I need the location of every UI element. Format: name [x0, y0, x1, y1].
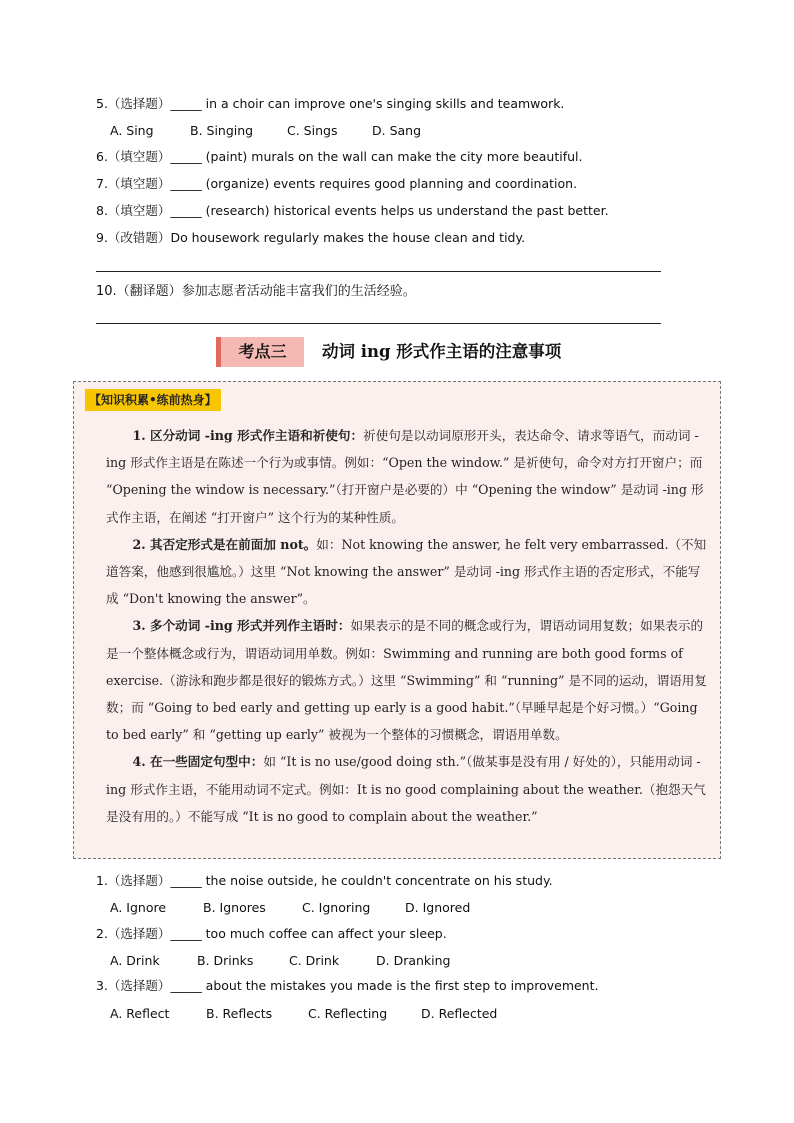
- question-prefix: 8.（填空题）: [96, 203, 171, 218]
- question-1: [96, 873, 553, 889]
- question-prefix: 5.（选择题）: [96, 96, 171, 111]
- question-prefix: 7.（填空题）: [96, 176, 171, 191]
- point-heading: 1. 区分动词 -ing 形式作主语和祈使句：: [132, 428, 364, 443]
- point-heading: 4. 在一些固定句型中：: [132, 754, 264, 770]
- question-text: _____ (research) historical events helps us understand the past better.: [170, 203, 609, 218]
- question-prefix: 2.（选择题）: [96, 926, 171, 941]
- question-text: _____ about the mistakes you made is the first step to improvement.: [170, 978, 599, 993]
- question-9: [96, 230, 525, 246]
- option-a: A. Ignore: [110, 900, 167, 915]
- knowledge-text: [106, 422, 712, 830]
- point-body: 如果表示的是不同的概念或行为，谓语动词用复数；如果表示的是一个整体概念或行为，谓语动词用单数。例如：Swimming and running are both good forms of exercise.（游泳和跑步都是很好的锻炼方式。）这里 “Swimming” 和 “running” 是不同的运动，谓语用复数；而 “Going to bed early and getting up early is a good habit.”（早睡早起是个好习惯。）“Going to bed early” 和 “getting up early” 被视为一个整体的习惯概念，谓语用单数。: [106, 618, 707, 743]
- question-10: [96, 284, 416, 300]
- question-prefix: 6.（填空题）: [96, 149, 171, 164]
- knowledge-box: [73, 381, 721, 859]
- option-a: A. Reflect: [110, 1006, 170, 1021]
- question-6: [96, 149, 583, 165]
- answer-line: [96, 271, 661, 272]
- point-body: 如：Not knowing the answer, he felt very embarrassed.（不知道答案，他感到很尴尬。）这里 “Not knowing the answer” 是动词 -ing 形式作主语的否定形式，不能写成 “Don't knowing the answer”。: [106, 536, 707, 607]
- question-prefix: 10.（翻译题）: [96, 284, 182, 299]
- question-prefix: 9.（改错题）: [96, 230, 171, 245]
- question-text: _____ (organize) events requires good planning and coordination.: [170, 176, 578, 191]
- question-text: _____ too much coffee can affect your sleep.: [170, 926, 447, 941]
- question-text: 参加志愿者活动能丰富我们的生活经验。: [181, 284, 416, 299]
- question-text: _____ (paint) murals on the wall can make the city more beautiful.: [170, 149, 583, 164]
- answer-line: [96, 323, 661, 324]
- option-c: C. Sings: [287, 123, 338, 138]
- question-2: [96, 926, 447, 942]
- point-heading: 3. 多个动词 -ing 形式并列作主语时：: [132, 618, 351, 634]
- option-d: D. Reflected: [421, 1006, 498, 1021]
- section-tag: 考点三: [216, 337, 304, 367]
- option-d: D. Dranking: [376, 953, 451, 968]
- question-8: [96, 203, 609, 219]
- option-b: B. Reflects: [206, 1006, 273, 1021]
- option-a: A. Drink: [110, 953, 160, 968]
- option-d: D. Ignored: [405, 900, 471, 915]
- option-b: B. Singing: [190, 123, 254, 138]
- option-a: A. Sing: [110, 123, 154, 138]
- question-prefix: 1.（选择题）: [96, 873, 171, 888]
- question-text: _____ in a choir can improve one's singing skills and teamwork.: [170, 96, 565, 111]
- knowledge-point-1: [106, 422, 712, 531]
- question-text: Do housework regularly makes the house clean and tidy.: [170, 230, 526, 245]
- knowledge-point-2: [106, 531, 712, 613]
- point-body: 如 “It is no use/good doing sth.”（做某事是没有用 / 好处的），只能用动词 -ing 形式作主语，不能用动词不定式。例如：It is no good complaining about the weather.（抱怨天气是没有用的。）不能写成 “It is no good to complain about the weather.”: [106, 754, 706, 824]
- section-title: 动词 ing 形式作主语的注意事项: [322, 342, 562, 361]
- question-prefix: 3.（选择题）: [96, 978, 171, 993]
- point-heading: 2. 其否定形式是在前面加 not。: [132, 536, 317, 552]
- option-c: C. Drink: [289, 953, 340, 968]
- option-d: D. Sang: [372, 123, 422, 138]
- question-5: [96, 96, 564, 112]
- point-body: 祈使句是以动词原形开头，表达命令、请求等语气，而动词 -ing 形式作主语是在陈述一个行为或事情。例如：“Open the window.” 是祈使句，命令对方打开窗户；而 “Opening the window is necessary.”（打开窗户是必要的）中 “Opening the window” 是动词 -ing 形式作主语，在阐述 “打开窗户” 这个行为的某种性质。: [106, 428, 704, 525]
- question-7: [96, 176, 577, 192]
- knowledge-tag: 【知识积累•练前热身】: [85, 389, 221, 411]
- option-c: C. Reflecting: [308, 1006, 388, 1021]
- option-c: C. Ignoring: [302, 900, 371, 915]
- question-3: [96, 978, 598, 994]
- knowledge-point-3: [106, 612, 712, 748]
- knowledge-point-4: [106, 748, 712, 830]
- option-b: B. Ignores: [203, 900, 266, 915]
- question-text: _____ the noise outside, he couldn't concentrate on his study.: [170, 873, 553, 888]
- section-heading: [216, 337, 596, 367]
- option-b: B. Drinks: [197, 953, 254, 968]
